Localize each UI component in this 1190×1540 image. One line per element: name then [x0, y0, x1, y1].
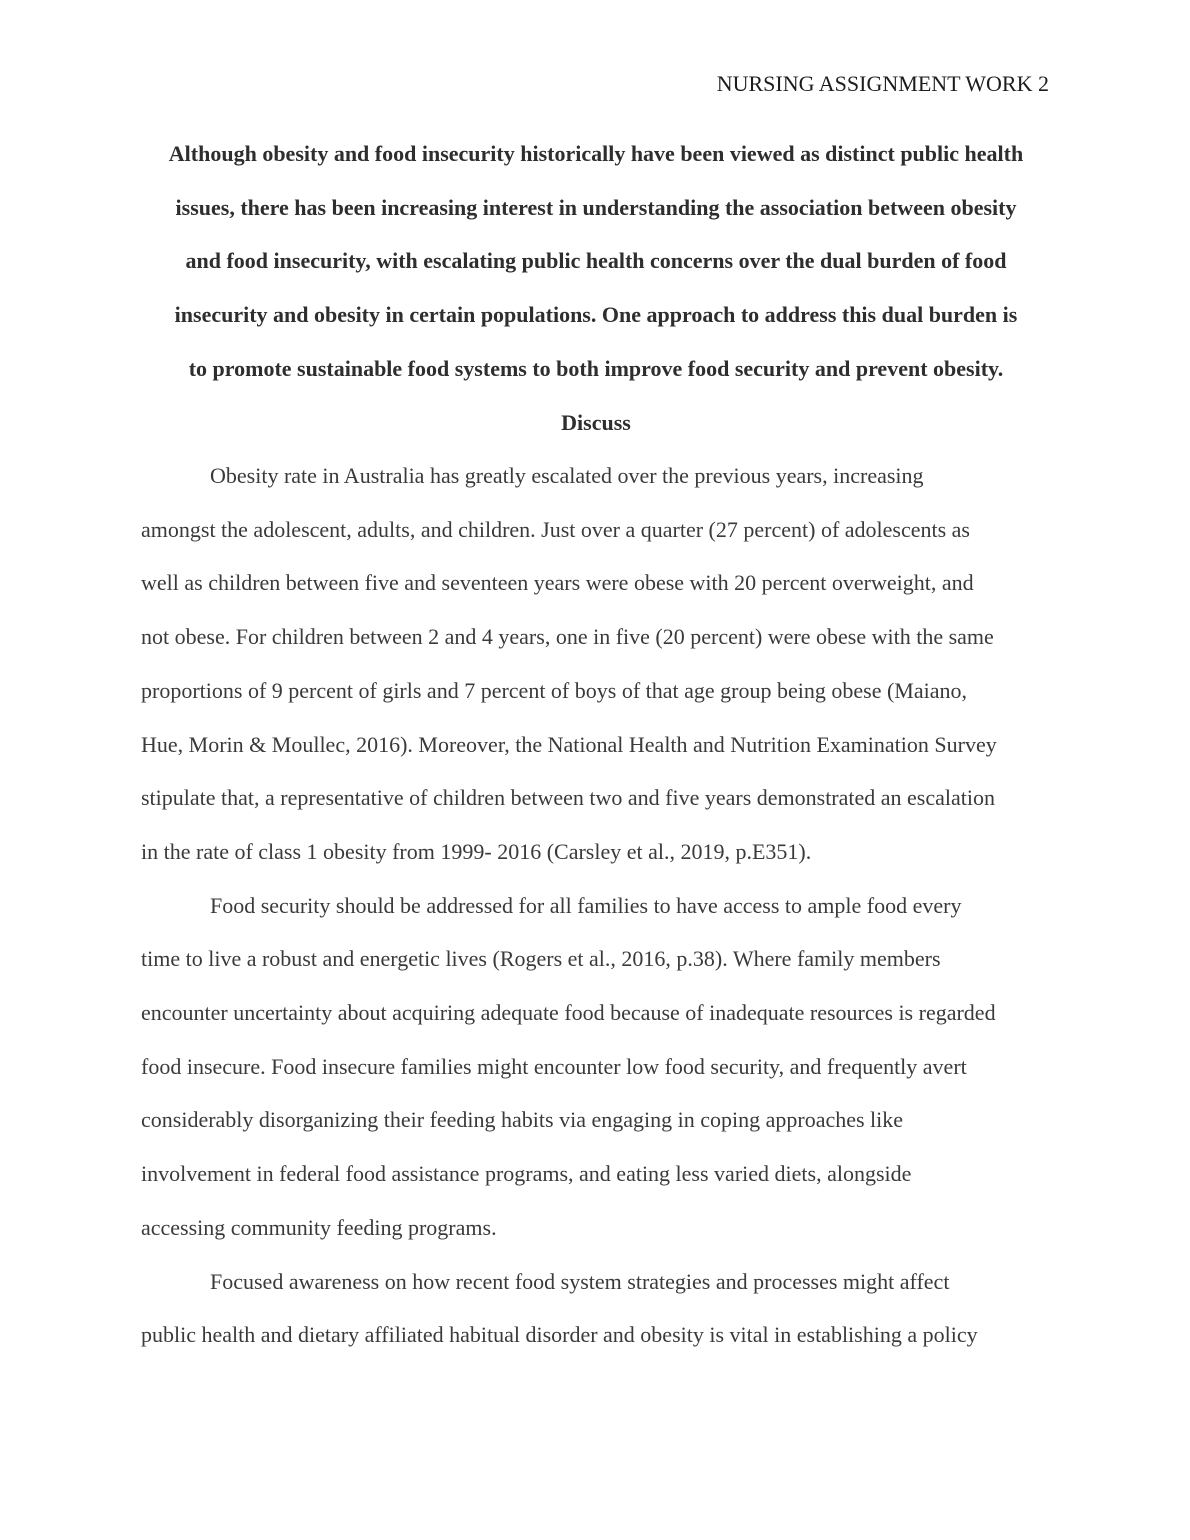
paragraph-1-line: proportions of 9 percent of girls and 7 percent of boys of that age group being obese (Maiano,: [141, 677, 967, 703]
paragraph-2-line: accessing community feeding programs.: [141, 1214, 497, 1240]
body-text: [141, 449, 1053, 1362]
prompt-line: issues, there has been increasing interest in understanding the association between obesity: [175, 194, 1017, 220]
prompt-line: to promote sustainable food systems to both improve food security and prevent obesity.: [188, 355, 1004, 381]
paragraph-1-line: stipulate that, a representative of children between two and five years demonstrated an escalation: [141, 785, 995, 811]
paragraph-1-line: Obesity rate in Australia has greatly escalated over the previous years, increasing: [210, 463, 924, 488]
paragraph-3-line: Focused awareness on how recent food system strategies and processes might affect: [210, 1268, 950, 1294]
paragraph-3-line: public health and dietary affiliated habitual disorder and obesity is vital in establishing a policy: [141, 1322, 978, 1348]
paragraph-1-line: Hue, Morin & Moullec, 2016). Moreover, the National Health and Nutrition Examination Survey: [141, 731, 997, 757]
paragraph-1-line: amongst the adolescent, adults, and children. Just over a quarter (27 percent) of adolescents as: [141, 516, 970, 542]
paragraph-2-line: considerably disorganizing their feeding habits via engaging in coping approaches like: [141, 1107, 904, 1133]
prompt-heading-discuss: Discuss: [561, 409, 631, 435]
paragraph-1-line: not obese. For children between 2 and 4 years, one in five (20 percent) were obese with the same: [141, 624, 994, 650]
paragraph-2-line: time to live a robust and energetic lives (Rogers et al., 2016, p.38). Where family members: [141, 946, 941, 972]
prompt-line: and food insecurity, with escalating public health concerns over the dual burden of food: [185, 248, 1007, 274]
paragraph-2-line: Food security should be addressed for all families to have access to ample food every: [210, 892, 962, 918]
paragraph-2-line: encounter uncertainty about acquiring adequate food because of inadequate resources is regarded: [141, 1000, 996, 1026]
running-head: NURSING ASSIGNMENT WORK 2: [716, 71, 1049, 96]
prompt-line: insecurity and obesity in certain populations. One approach to address this dual burden is: [174, 302, 1018, 328]
prompt-line: Although obesity and food insecurity historically have been viewed as distinct public health: [168, 141, 1024, 166]
paragraph-1-line: well as children between five and seventeen years were obese with 20 percent overweight, and: [141, 570, 974, 596]
paragraph-1-line: in the rate of class 1 obesity from 1999- 2016 (Carsley et al., 2019, p.E351).: [141, 838, 812, 864]
paragraph-2-line: food insecure. Food insecure families might encounter low food security, and frequently avert: [141, 1053, 967, 1079]
paragraph-2-line: involvement in federal food assistance programs, and eating less varied diets, alongside: [141, 1161, 912, 1187]
assignment-prompt: [141, 127, 1051, 449]
